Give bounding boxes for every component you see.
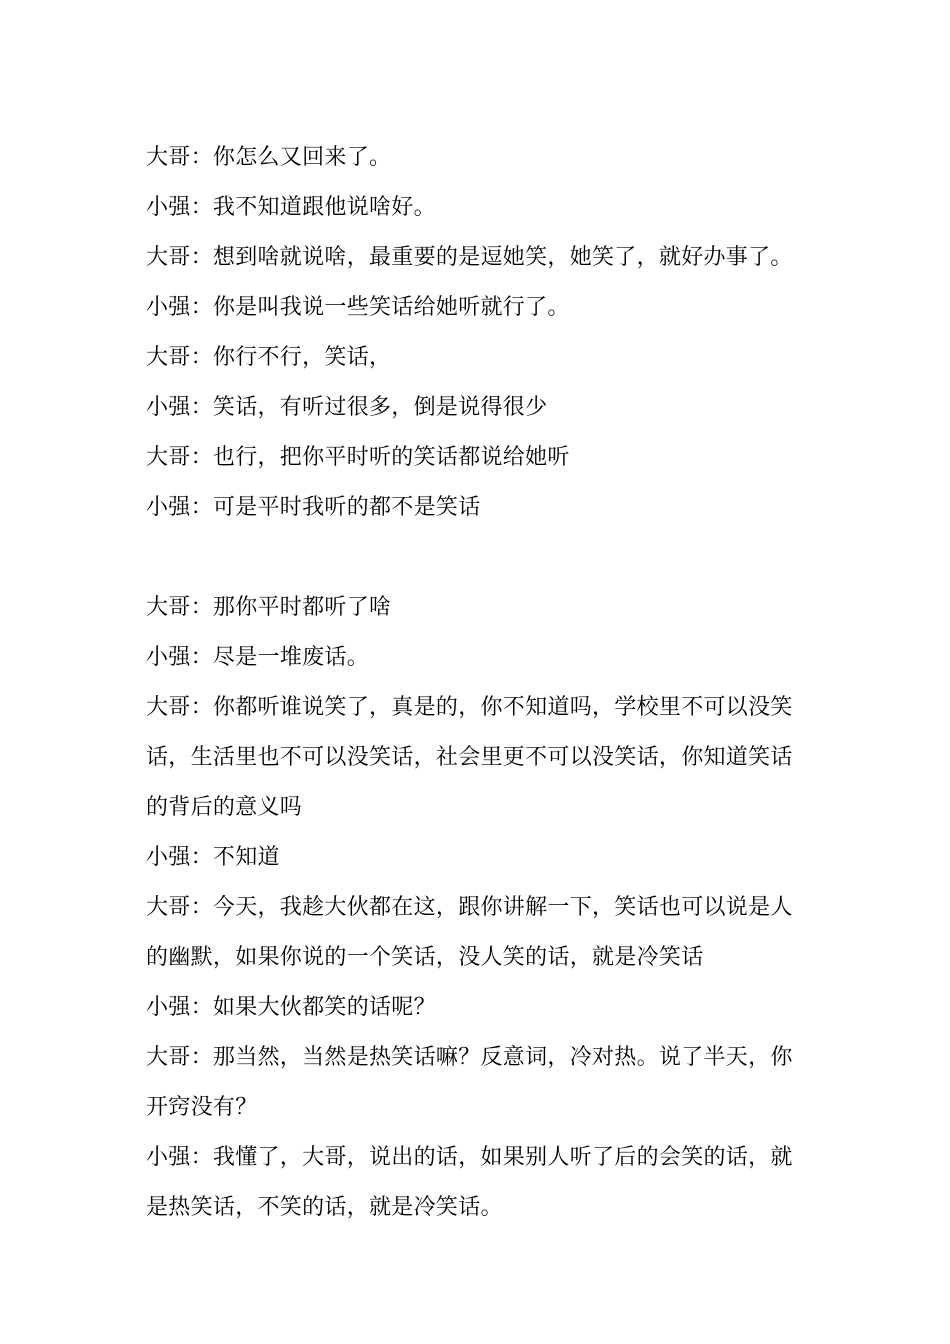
dialogue-line: 大哥：今天，我趁大伙都在这，跟你讲解一下，笑话也可以说是人的幽默，如果你说的一个笑话，没人笑的话，就是冷笑话 bbox=[146, 895, 793, 970]
dialogue-line: 小强：我懂了，大哥，说出的话，如果别人听了后的会笑的话，就是热笑话，不笑的话，就是冷笑话。 bbox=[146, 1145, 793, 1220]
dialogue-text bbox=[146, 133, 798, 1233]
dialogue-line: 小强：我不知道跟他说啥好。 bbox=[146, 195, 436, 220]
dialogue-line: 小强：如果大伙都笑的话呢？ bbox=[146, 995, 436, 1020]
dialogue-line: 小强：笑话，有听过很多，倒是说得很少 bbox=[146, 395, 548, 420]
paragraph-gap bbox=[146, 533, 798, 583]
dialogue-line: 大哥：那你平时都听了啥 bbox=[146, 595, 392, 620]
dialogue-line: 小强：你是叫我说一些笑话给她听就行了。 bbox=[146, 295, 570, 320]
dialogue-line: 小强：可是平时我听的都不是笑话 bbox=[146, 495, 481, 520]
dialogue-line: 大哥：你行不行，笑话， bbox=[146, 345, 392, 370]
dialogue-line: 大哥：也行，把你平时听的笑话都说给她听 bbox=[146, 445, 570, 470]
dialogue-line: 大哥：想到啥就说啥，最重要的是逗她笑，她笑了，就好办事了。 bbox=[146, 245, 793, 270]
dialogue-line: 小强：尽是一堆废话。 bbox=[146, 645, 370, 670]
dialogue-line: 大哥：你怎么又回来了。 bbox=[146, 145, 392, 170]
dialogue-line: 大哥：那当然，当然是热笑话嘛？反意词，冷对热。说了半天，你开窍没有？ bbox=[146, 1045, 793, 1120]
dialogue-line: 小强：不知道 bbox=[146, 845, 280, 870]
dialogue-line: 大哥：你都听谁说笑了，真是的，你不知道吗，学校里不可以没笑话，生活里也不可以没笑话，社会里更不可以没笑话，你知道笑话的背后的意义吗 bbox=[146, 695, 793, 820]
